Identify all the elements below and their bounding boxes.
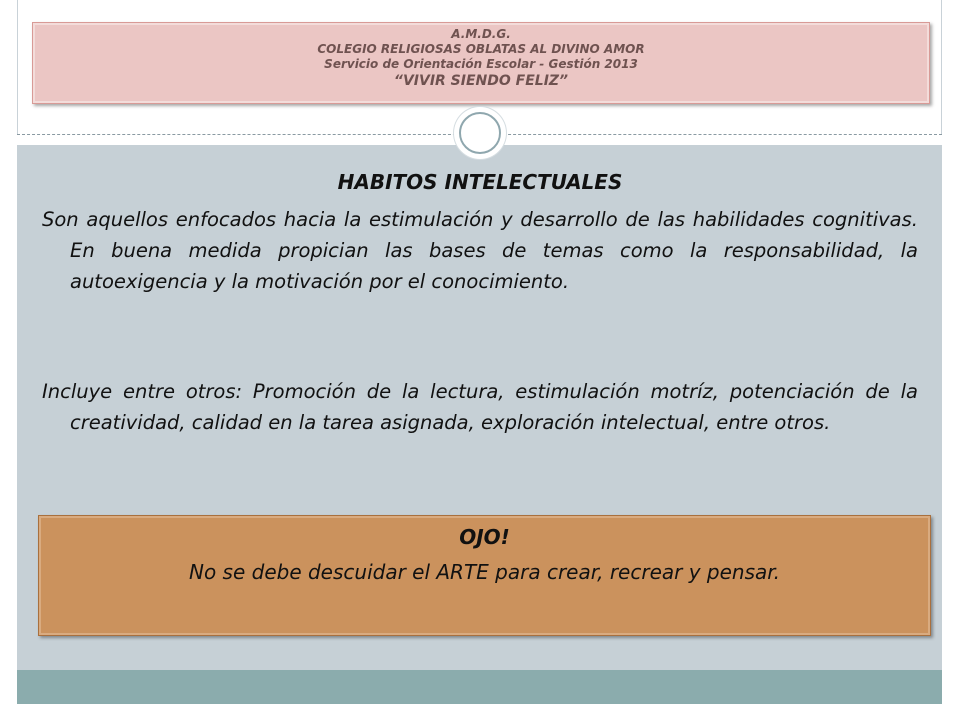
paragraph-definition: Son aquellos enfocados hacia la estimulación y desarrollo de las habilidades cognitivas. En buena medida propician las bases de temas como la responsabilidad, la autoexigencia y la motivación por el conocimiento. [42,208,918,293]
paragraph-includes: Incluye entre otros: Promoción de la lectura, estimulación motríz, potenciación de la creatividad, calidad en la tarea asignada, exploración intelectual, entre otros. [42,380,918,434]
header-line-amdg: A.M.D.G. [451,27,511,41]
footer-band [17,670,942,704]
circle-ornament-ring-icon [459,112,501,154]
header-line-school: COLEGIO RELIGIOSAS OBLATAS AL DIVINO AMOR [317,42,645,56]
callout-title: OJO! [459,525,510,549]
header-banner [32,22,930,104]
header-line-service: Servicio de Orientación Escolar - Gestión 2013 [324,57,638,71]
header-line-motto: “VIVIR SIENDO FELIZ” [393,73,569,89]
section-heading: HABITOS INTELECTUALES [337,170,623,194]
callout-text: No se debe descuidar el ARTE para crear, recrear y pensar. [188,560,781,584]
callout-box [38,515,931,636]
